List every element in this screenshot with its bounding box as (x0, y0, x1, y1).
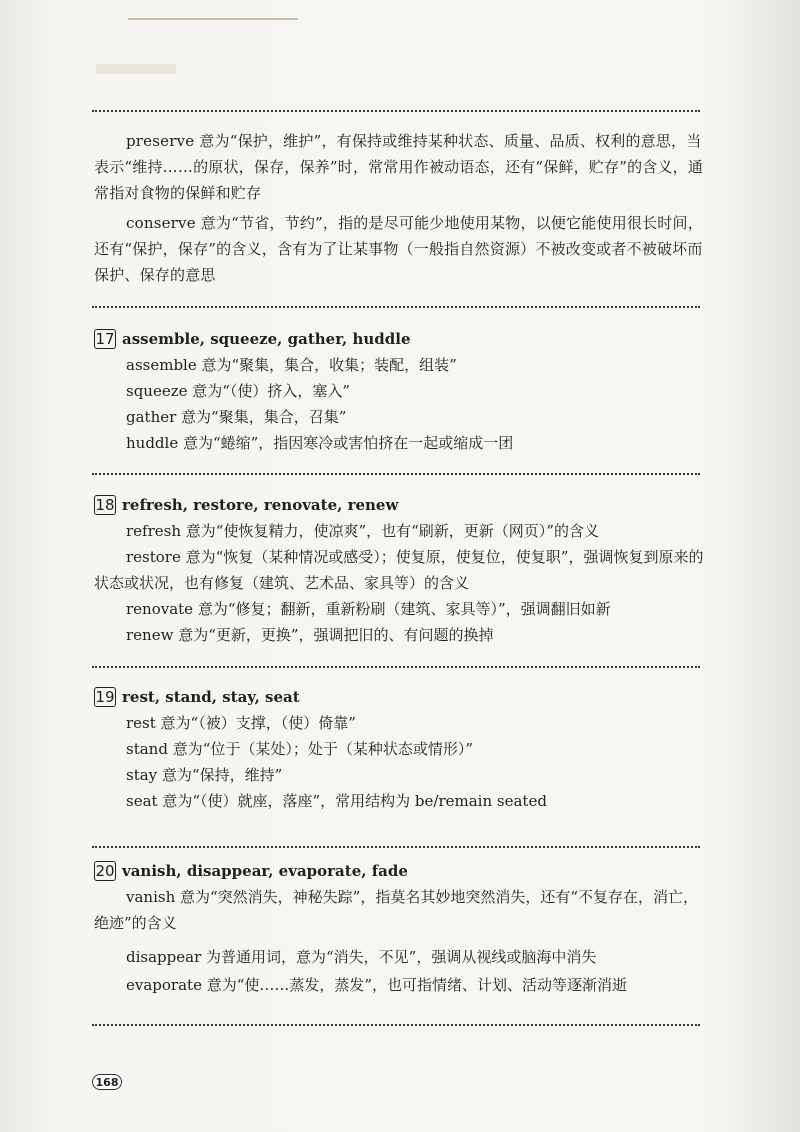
definition-line: disappear 为普通用词，意为“消失，不见”，强调从视线或脑海中消失 (126, 948, 597, 966)
header-rule (128, 18, 298, 20)
section-title-text: assemble, squeeze, gather, huddle (122, 330, 411, 348)
page-edge-shadow (730, 0, 800, 1132)
header-mark (96, 64, 176, 74)
definition-line: vanish 意为“突然消失，神秘失踪”，指莫名其妙地突然消失，还有“不复存在，消亡，绝迹”的含义 (94, 888, 699, 932)
section-20 (94, 858, 706, 998)
divider (92, 110, 700, 112)
page-number: 168 (92, 1074, 122, 1090)
section-number: 20 (95, 862, 115, 880)
definition-line: rest 意为“（被）支撑，（使）倚靠” (126, 714, 356, 732)
section-17 (94, 326, 706, 456)
section-number: 17 (95, 330, 115, 348)
definition-line: evaporate 意为“使……蒸发，蒸发”，也可指情绪、计划、活动等逐渐消逝 (126, 976, 628, 994)
section-18 (94, 492, 706, 648)
intro-paragraph: preserve 意为“保护，维护”，有保持或维持某种状态、质量、品质、权利的意思，当表示“维持……的原状，保存，保养”时，常常用作被动语态，还有“保鲜，贮存”的含义，通常指对食物的保鲜和贮存 (94, 132, 704, 202)
section-title-text: vanish, disappear, evaporate, fade (122, 862, 408, 880)
definition-line: gather 意为“聚集，集合，召集” (126, 408, 347, 426)
definition-line: renew 意为“更新，更换”，强调把旧的、有问题的换掉 (126, 626, 494, 644)
section-title (94, 326, 706, 352)
section-19 (94, 684, 706, 814)
divider (92, 846, 700, 848)
section-number: 19 (95, 688, 115, 706)
definition-line: seat 意为“（使）就座，落座”，常用结构为 be/remain seated (126, 792, 547, 810)
section-title (94, 858, 706, 884)
definition-line: squeeze 意为“（使）挤入，塞入” (126, 382, 351, 400)
section-title-text: refresh, restore, renovate, renew (122, 496, 399, 514)
definition-line: stand 意为“位于（某处）；处于（某种状态或情形）” (126, 740, 474, 758)
section-title-text: rest, stand, stay, seat (122, 688, 300, 706)
section-title (94, 492, 706, 518)
definition-line: restore 意为“恢复（某种情况或感受）；使复原，使复位，使复职”，强调恢复到原来的状态或状况，也有修复（建筑、艺术品、家具等）的含义 (94, 548, 704, 592)
definition-line: refresh 意为“使恢复精力，使凉爽”，也有“刷新，更新（网页）”的含义 (126, 522, 599, 540)
intro-block (94, 128, 706, 288)
definition-line: stay 意为“保持，维持” (126, 766, 283, 784)
divider (92, 666, 700, 668)
divider (92, 473, 700, 475)
divider (92, 306, 700, 308)
section-number: 18 (95, 496, 115, 514)
definition-line: renovate 意为“修复；翻新，重新粉刷（建筑、家具等）”，强调翻旧如新 (126, 600, 611, 618)
intro-paragraph: conserve 意为“节省，节约”，指的是尽可能少地使用某物，以便它能使用很长时间，还有“保护，保存”的含义，含有为了让某事物（一般指自然资源）不被改变或者不被破坏而保护、保存的意思 (94, 214, 703, 284)
divider (92, 1024, 700, 1026)
section-title (94, 684, 706, 710)
definition-line: huddle 意为“蜷缩”，指因寒冷或害怕挤在一起或缩成一团 (126, 434, 514, 452)
definition-line: assemble 意为“聚集，集合，收集；装配，组装” (126, 356, 457, 374)
